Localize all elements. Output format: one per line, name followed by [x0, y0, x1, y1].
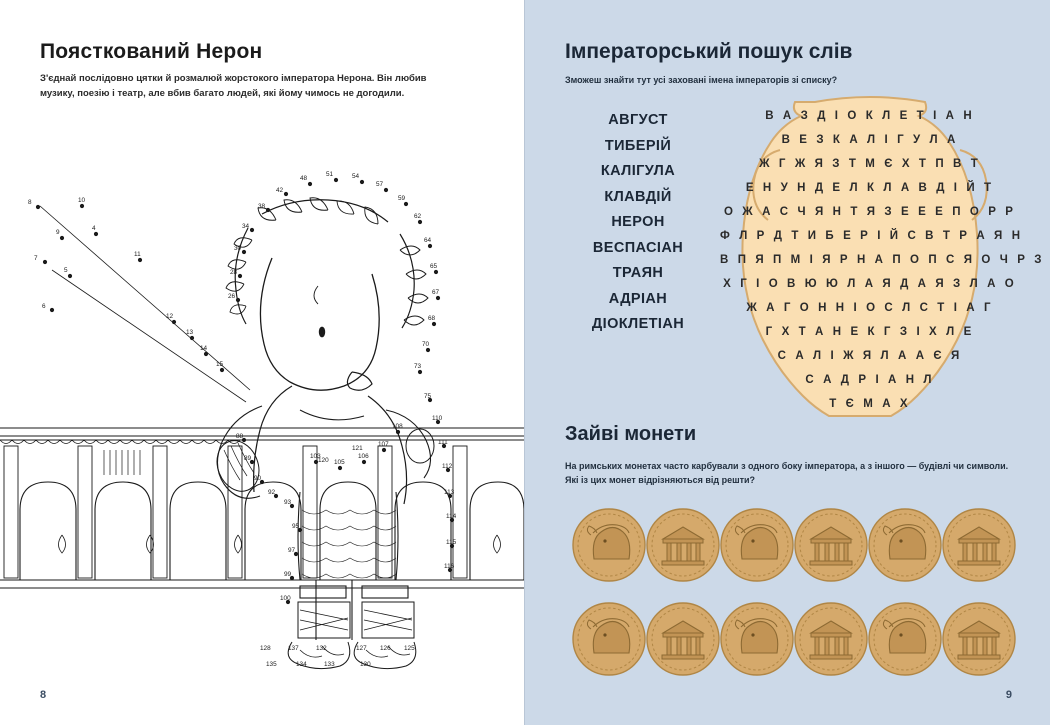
svg-text:93: 93: [284, 499, 292, 506]
svg-text:137: 137: [288, 645, 299, 652]
svg-text:95: 95: [292, 523, 300, 530]
svg-text:114: 114: [446, 513, 457, 520]
grid-row: Е Н У Н Д Е Л К Л А В Д І Й Т: [745, 182, 995, 194]
dot-to-dot-illustration: [0, 110, 525, 680]
coins-instructions: На римських монетах часто карбували з одного боку імператора, а з іншого — будівлі чи символи. Які із цих монет відрізняються від решти?: [565, 461, 1009, 486]
svg-text:113: 113: [444, 489, 455, 496]
grid-row: В П Я П М І Я Р Н А П О П С Я О Ч Р З: [720, 254, 1045, 266]
svg-text:134: 134: [296, 661, 307, 668]
svg-text:28: 28: [230, 269, 238, 276]
svg-text:107: 107: [378, 441, 389, 448]
svg-text:97: 97: [288, 547, 296, 554]
page-title: Поясткований Нерон: [40, 40, 263, 63]
list-item: НЕРОН: [611, 214, 665, 230]
svg-text:130: 130: [360, 661, 371, 668]
wordsearch-title: Імператорський пошук слів: [565, 40, 853, 63]
svg-text:5: 5: [64, 267, 68, 274]
grid-row: О Ж А С Ч Я Н Т Я З Е Е Е П О Р Р: [723, 206, 1017, 218]
svg-text:73: 73: [414, 363, 422, 370]
svg-text:103: 103: [310, 453, 321, 460]
svg-text:90: 90: [254, 475, 262, 482]
list-item: КЛАВДІЙ: [604, 188, 672, 205]
coin-row-2: [573, 603, 1015, 675]
right-page-number: 9: [1005, 689, 1012, 701]
wordsearch-vase: [720, 88, 1045, 428]
wordsearch-grid: [720, 88, 1045, 428]
svg-text:135: 135: [266, 661, 277, 668]
svg-text:65: 65: [430, 263, 438, 270]
svg-text:12: 12: [166, 313, 174, 320]
svg-text:30: 30: [234, 245, 242, 252]
grid-row: Т Є М А Х: [829, 398, 911, 410]
list-item: АВГУСТ: [608, 112, 668, 128]
svg-text:106: 106: [358, 453, 369, 460]
svg-text:8: 8: [28, 199, 32, 206]
list-item: ДІОКЛЕТІАН: [591, 316, 685, 332]
svg-text:111: 111: [438, 439, 448, 446]
svg-text:127: 127: [356, 645, 367, 652]
svg-text:121: 121: [352, 445, 363, 452]
svg-text:116: 116: [444, 563, 455, 570]
grid-row: Ж А Г О Н Н І О С Л С Т І А Г: [746, 302, 994, 314]
grid-row: Х Г І О В Ю Ю Л А Я Д А Я З Л А О: [723, 278, 1017, 290]
list-item: КАЛІГУЛА: [600, 163, 676, 179]
svg-text:59: 59: [398, 195, 406, 202]
list-item: ТИБЕРІЙ: [604, 137, 672, 154]
svg-text:132: 132: [316, 645, 327, 652]
coins-grid: [567, 505, 1017, 680]
svg-text:64: 64: [424, 237, 432, 244]
svg-text:133: 133: [324, 661, 335, 668]
svg-text:14: 14: [200, 345, 208, 352]
svg-text:68: 68: [428, 315, 436, 322]
coin-row-1: [573, 509, 1015, 581]
svg-text:67: 67: [432, 289, 440, 296]
grid-row: В Е З К А Л І Г У Л А: [781, 134, 959, 146]
svg-text:57: 57: [376, 181, 384, 188]
svg-text:120: 120: [318, 457, 329, 464]
svg-text:70: 70: [422, 341, 430, 348]
list-item: ТРАЯН: [612, 265, 664, 281]
left-page-number: 8: [40, 689, 47, 701]
svg-text:13: 13: [186, 329, 194, 336]
svg-text:62: 62: [414, 213, 422, 220]
svg-text:89: 89: [244, 455, 252, 462]
grid-row: В А З Д І О К Л Е Т І А Н: [765, 110, 975, 122]
svg-text:34: 34: [242, 223, 250, 230]
svg-text:128: 128: [260, 645, 271, 652]
svg-text:75: 75: [424, 393, 432, 400]
svg-text:4: 4: [92, 225, 96, 232]
grid-row: С А Л І Ж Я Л А А Є Я: [777, 350, 963, 362]
svg-text:10: 10: [78, 197, 86, 204]
wordsearch-word-list: [573, 112, 703, 342]
page-instructions: З'єднай послідовно цятки й розмалюй жорстокого імператора Нерона. Він любив музику, поезію і театр, але вбив багато людей, які йому чимось не догодили.: [40, 73, 427, 99]
svg-text:51: 51: [326, 171, 334, 178]
svg-text:42: 42: [276, 187, 284, 194]
svg-text:9: 9: [56, 229, 60, 236]
right-page: [525, 0, 1050, 725]
svg-text:88: 88: [236, 433, 244, 440]
svg-text:7: 7: [34, 255, 38, 262]
svg-text:115: 115: [446, 539, 457, 546]
grid-row: С А Д Р І А Н Л: [805, 374, 935, 386]
svg-text:38: 38: [258, 203, 266, 210]
svg-text:54: 54: [352, 173, 360, 180]
svg-text:92: 92: [268, 489, 276, 496]
svg-text:100: 100: [280, 595, 291, 602]
list-item: ВЕСПАСІАН: [592, 239, 684, 256]
wordsearch-instructions: Зможеш знайти тут усі заховані імена імператорів зі списку?: [565, 75, 838, 85]
svg-text:26: 26: [228, 293, 236, 300]
svg-text:125: 125: [404, 645, 415, 652]
svg-text:105: 105: [334, 459, 345, 466]
coins-title: Зайві монети: [565, 423, 697, 445]
svg-text:11: 11: [134, 251, 141, 258]
list-item: АДРІАН: [608, 290, 668, 307]
svg-text:6: 6: [42, 303, 46, 310]
svg-text:112: 112: [442, 463, 453, 470]
svg-text:99: 99: [284, 571, 292, 578]
svg-text:110: 110: [432, 415, 443, 422]
grid-row: Ф Л Р Д Т И Б Е Р І Й С В Т Р А Я Н: [720, 230, 1024, 242]
svg-text:15: 15: [216, 361, 224, 368]
grid-row: Г Х Т А Н Е К Г З І Х Л Е: [765, 326, 975, 338]
svg-text:108: 108: [392, 423, 403, 430]
svg-text:48: 48: [300, 175, 308, 182]
grid-row: Ж Г Ж Я З Т М Є Х Т П В Т: [759, 158, 981, 170]
svg-text:126: 126: [380, 645, 391, 652]
